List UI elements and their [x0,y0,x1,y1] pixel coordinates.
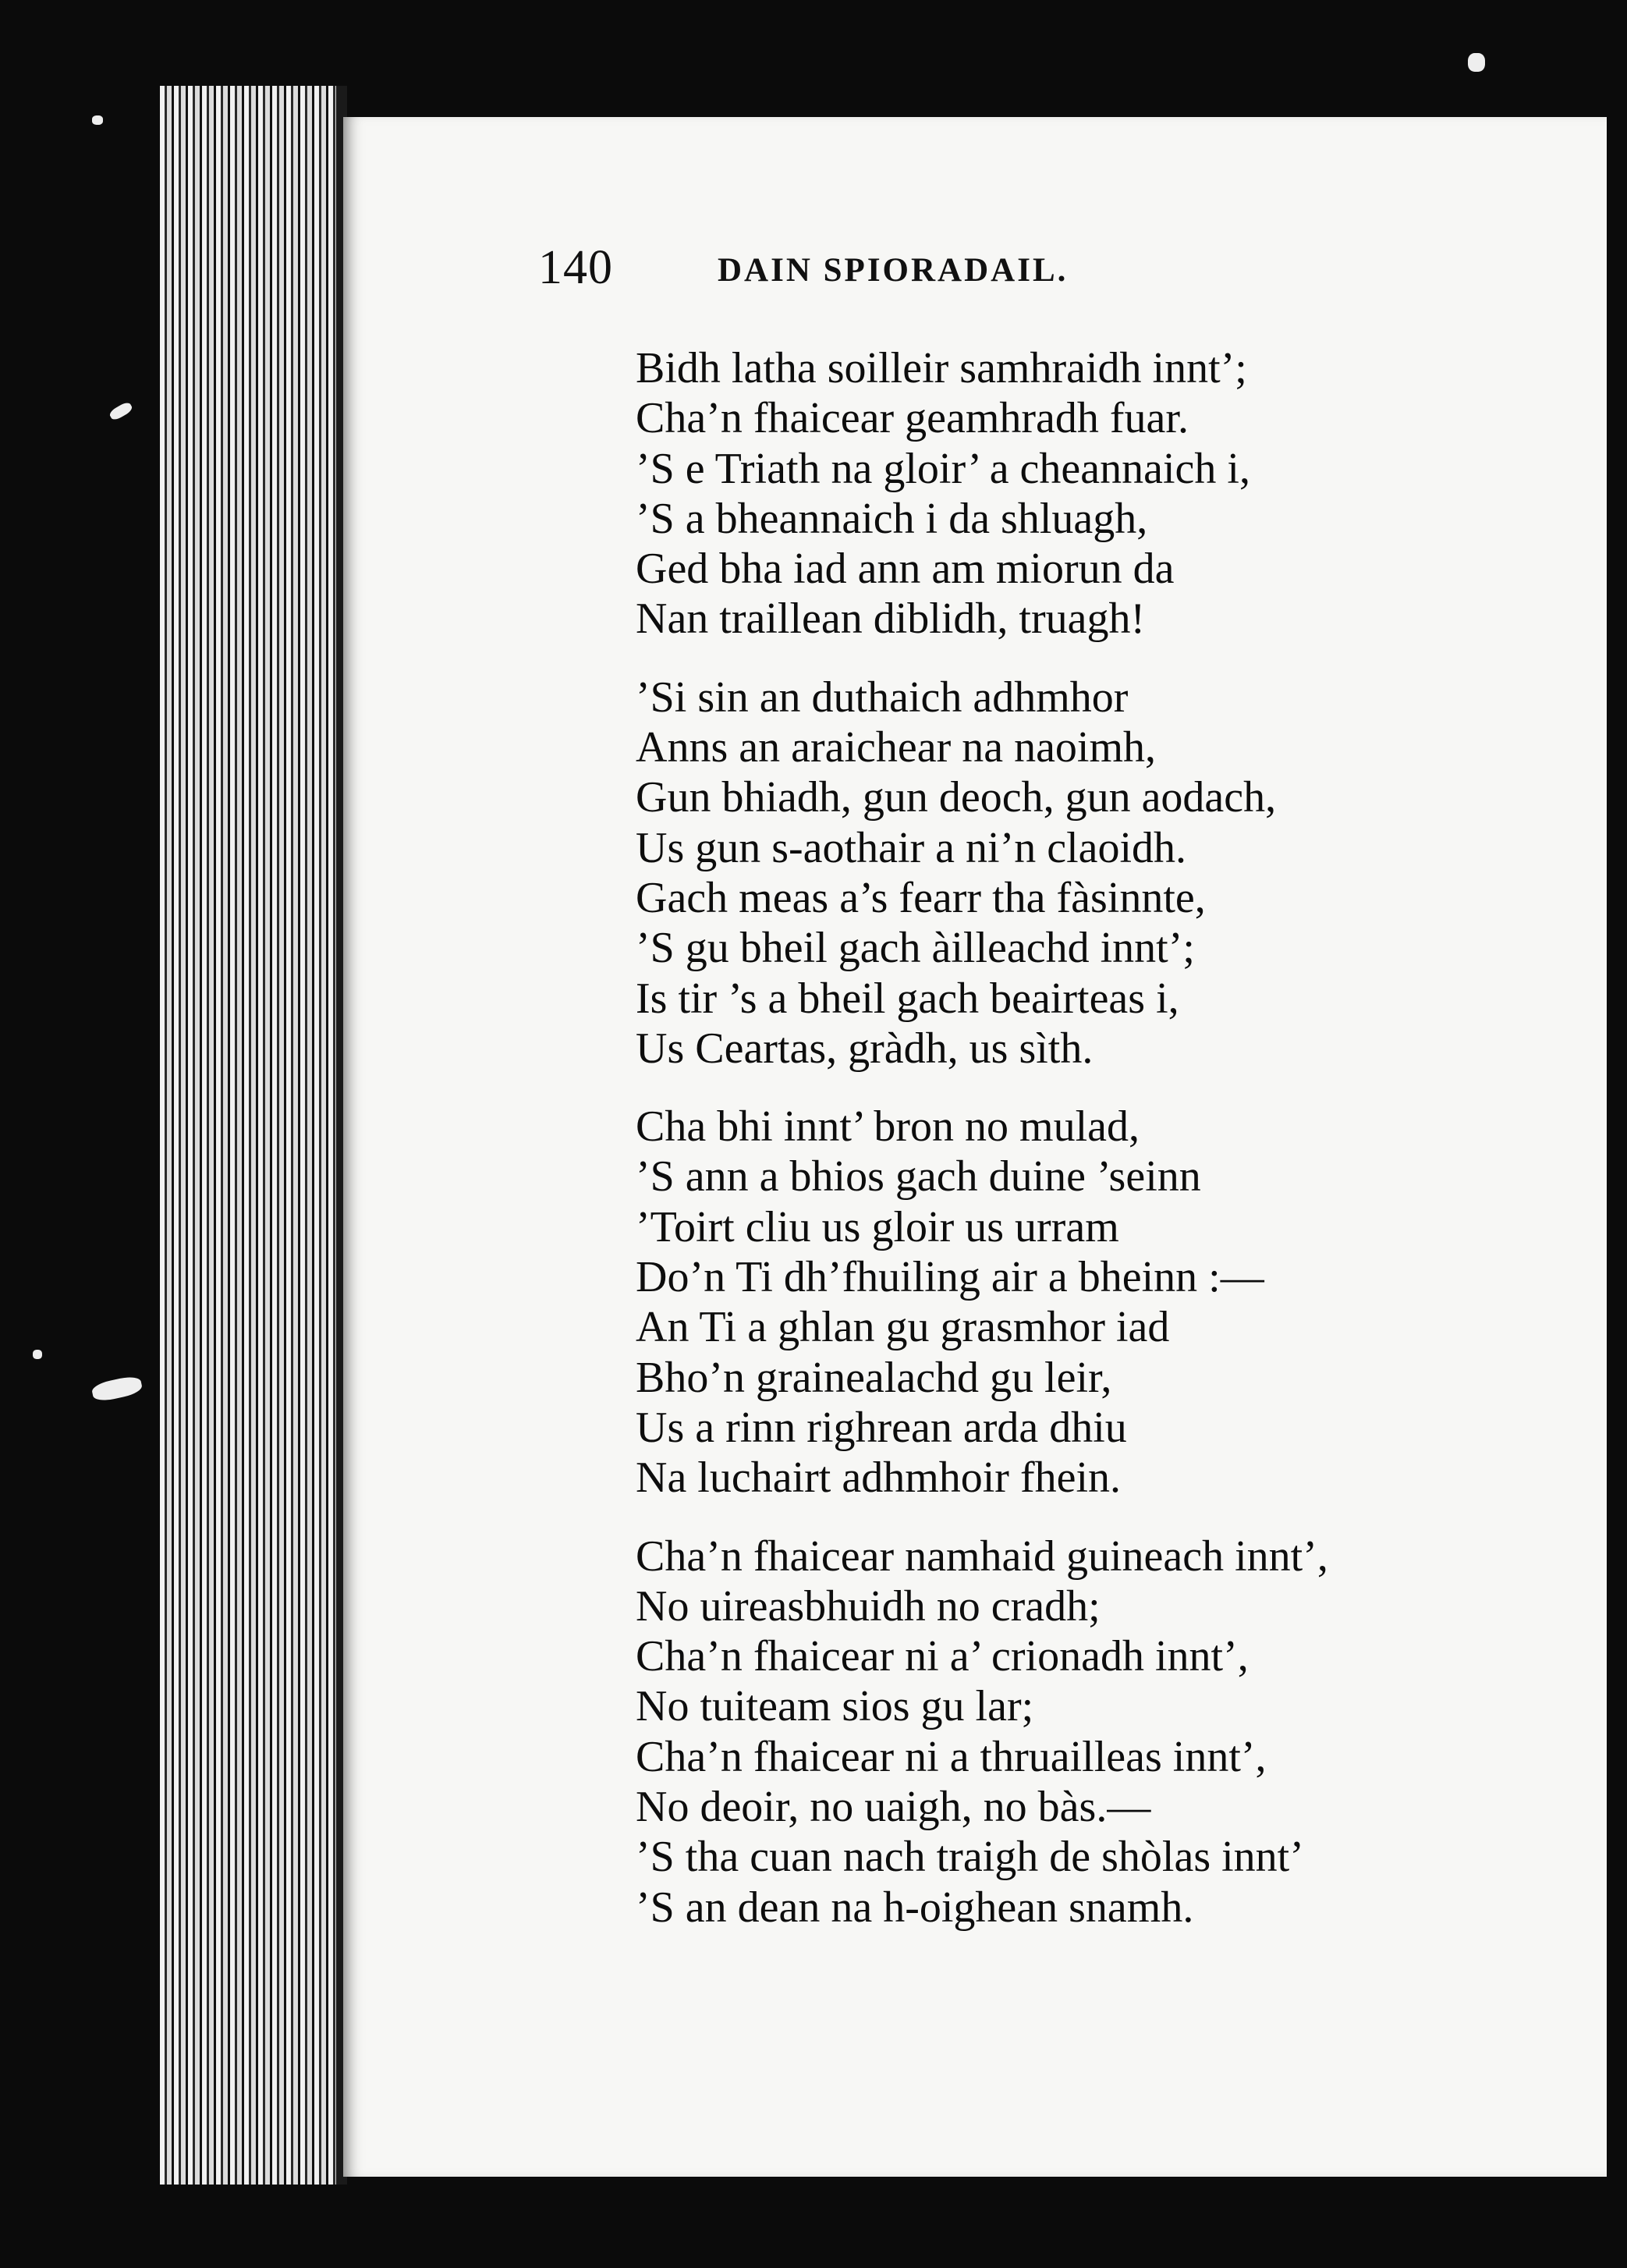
poem-line: Cha bhi innt’ bron no mulad, [636,1102,1140,1152]
poem-line: Gach meas a’s fearr tha fàsinnte, [636,873,1206,922]
poem-line: Anns an araichear na naoimh, [636,723,1157,772]
poem-line: An Ti a ghlan gu grasmhor iad [636,1303,1170,1352]
poem-line: Cha’n fhaicear geamhradh fuar. [636,394,1189,443]
poem-line: ’S an dean na h-oighean snamh. [636,1883,1194,1932]
stanza-1 [636,343,1525,644]
running-head: DAIN SPIORADAIL. [718,252,1069,289]
scan-speck [33,1350,42,1359]
stanza-2 [636,673,1525,1074]
poem-line: No uireasbhuidh no cradh; [636,1581,1101,1631]
scan-speck [90,1375,144,1404]
poem-line: ’S ann a bhios gach duine ’seinn [636,1152,1201,1201]
poem-line: Gun bhiadh, gun deoch, gun aodach, [636,773,1277,822]
poem-line: ’Toirt cliu us gloir us urram [636,1202,1119,1251]
poem-line: Ged bha iad ann am miorun da [636,545,1175,594]
scan-speck [1468,53,1485,72]
poem-line: Us a rinn righrean arda dhiu [636,1403,1127,1452]
poem-line: Bho’n grainealachd gu leir, [636,1353,1112,1402]
page-edges [160,86,347,2185]
poem-line: Is tir ’s a bheil gach beairteas i, [636,974,1179,1023]
poem-line: Nan traillean diblidh, truagh! [636,595,1146,644]
poem-line: Cha’n fhaicear ni a thruailleas innt’, [636,1732,1267,1781]
stanza-4 [636,1532,1525,1933]
poem-line: Us gun s-aothair a ni’n claoidh. [636,823,1187,872]
poem-line: Cha’n fhaicear ni a’ crionadh innt’, [636,1632,1249,1681]
stanza-3 [636,1102,1525,1503]
poem-line: ’Si sin an duthaich adhmhor [636,673,1129,722]
poem-body [636,343,1525,1961]
poem-line: Bidh latha soilleir samhraidh innt’; [636,344,1247,392]
poem-line: Cha’n fhaicear namhaid guineach innt’, [636,1532,1328,1581]
page-number: 140 [538,241,613,294]
scan-speck [92,115,103,125]
poem-line: ’S a bheannaich i da shluagh, [636,494,1148,543]
poem-line: ’S e Triath na gloir’ a cheannaich i, [636,444,1250,493]
poem-line: ’S gu bheil gach àilleachd innt’; [636,924,1195,973]
poem-line: No tuiteam sios gu lar; [636,1682,1034,1731]
poem-line: Na luchairt adhmhoir fhein. [636,1453,1122,1503]
poem-line: ’S tha cuan nach traigh de shòlas innt’ [636,1833,1304,1882]
poem-line: Do’n Ti dh’fhuiling air a bheinn :— [636,1253,1264,1302]
poem-line: Us Ceartas, gràdh, us sìth. [636,1024,1094,1073]
scan-speck [108,400,134,421]
poem-line: No deoir, no uaigh, no bàs.— [636,1783,1151,1832]
